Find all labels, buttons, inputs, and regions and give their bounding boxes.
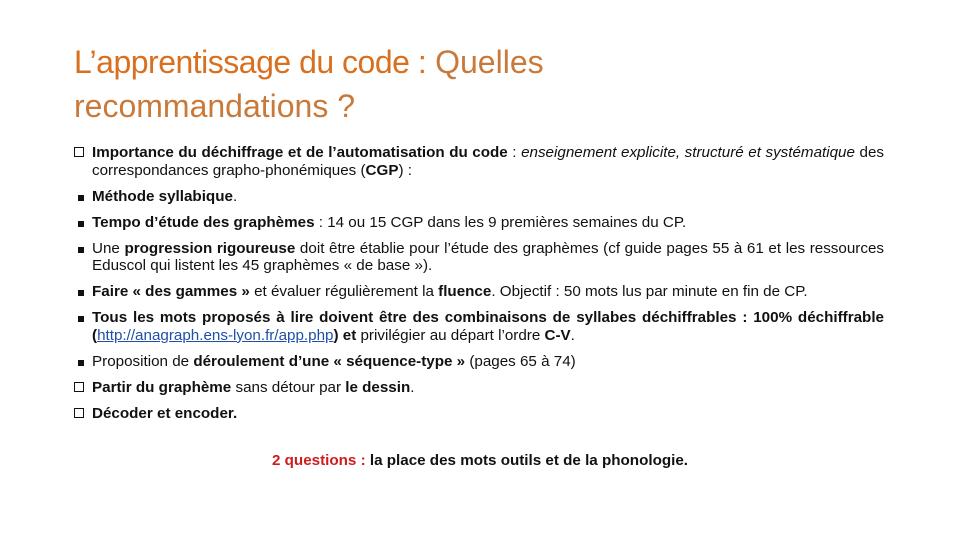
item-text: Une: [92, 239, 125, 257]
item-text: .: [232, 187, 238, 205]
item-text-bold: ) et: [333, 326, 357, 344]
item-text-bold: le dessin: [345, 378, 411, 396]
item-text-italic: enseignement explicite, structuré et systématique: [521, 144, 855, 161]
list-item: [74, 309, 884, 344]
square-bullet-icon: [74, 309, 90, 327]
checkbox-bullet-icon: [74, 379, 90, 397]
square-bullet-icon: [74, 240, 90, 258]
item-text-bold: progression rigoureuse: [124, 239, 296, 257]
list-item: [74, 353, 884, 371]
item-text-bold: fluence: [438, 283, 492, 300]
list-item: [74, 188, 884, 206]
footer-questions: [0, 452, 960, 469]
item-text-bold: Décoder et encoder.: [92, 404, 238, 422]
list-item: [74, 405, 884, 423]
content-list: [74, 144, 884, 431]
checkbox-bullet-icon: [74, 405, 90, 423]
item-text: .: [570, 326, 575, 344]
item-text-bold: Faire « des gammes »: [92, 283, 250, 300]
item-text-bold: déroulement d’une « séquence-type »: [193, 352, 466, 370]
list-item: [74, 240, 884, 275]
title-light-part-line1: Quelles: [435, 44, 544, 80]
footer-text: la place des mots outils et de la phonologie.: [365, 452, 689, 469]
anagraph-link[interactable]: http://anagraph.ens-lyon.fr/app.php: [97, 326, 334, 344]
item-text-bold: C-V: [544, 326, 571, 344]
item-text: :: [507, 144, 522, 161]
footer-red-label: 2 questions :: [271, 452, 366, 469]
item-text: sans détour par: [231, 378, 346, 396]
item-text: : 14 ou 15 CGP dans les 9 premières semaines du CP.: [314, 213, 687, 231]
item-text-bold: CGP: [365, 161, 399, 179]
list-item: [74, 379, 884, 397]
title-bold-part: L’apprentissage du code :: [74, 44, 427, 80]
checkbox-bullet-icon: [74, 144, 90, 162]
square-bullet-icon: [74, 353, 90, 371]
list-item: [74, 144, 884, 179]
title-light-part-line2: recommandations ?: [74, 88, 356, 124]
item-text-bold: Tempo d’étude des graphèmes: [92, 213, 315, 231]
item-text-bold: Importance du déchiffrage et de l’automatisation du code: [92, 144, 508, 161]
item-text: privilégier au départ l’ordre: [356, 326, 545, 344]
item-text: des correspondances grapho-phonémiques (: [92, 144, 884, 179]
item-text: et évaluer régulièrement la: [249, 283, 439, 300]
item-text: doit être établie pour l’étude des graphèmes (cf guide pages 55 à 61 et les ressources Eduscol qui listent les 45 graphèmes « de base »).: [92, 239, 884, 274]
item-text: Proposition de: [92, 352, 194, 370]
item-text-bold: Tous les mots proposés à lire doivent être des combinaisons de syllabes déchiffrables : 100% déchiffrable (: [92, 309, 884, 344]
item-text: ) :: [398, 161, 412, 179]
square-bullet-icon: [74, 214, 90, 232]
list-item: [74, 283, 884, 301]
item-text: .: [410, 378, 415, 396]
square-bullet-icon: [74, 283, 90, 301]
list-item: [74, 214, 884, 232]
item-text: . Objectif : 50 mots lus par minute en fin de CP.: [491, 283, 808, 300]
item-text-bold: Méthode syllabique: [92, 187, 233, 205]
item-text-bold: Partir du graphème: [92, 378, 232, 396]
item-text: (pages 65 à 74): [465, 352, 576, 370]
square-bullet-icon: [74, 188, 90, 206]
slide-title: [74, 40, 894, 128]
